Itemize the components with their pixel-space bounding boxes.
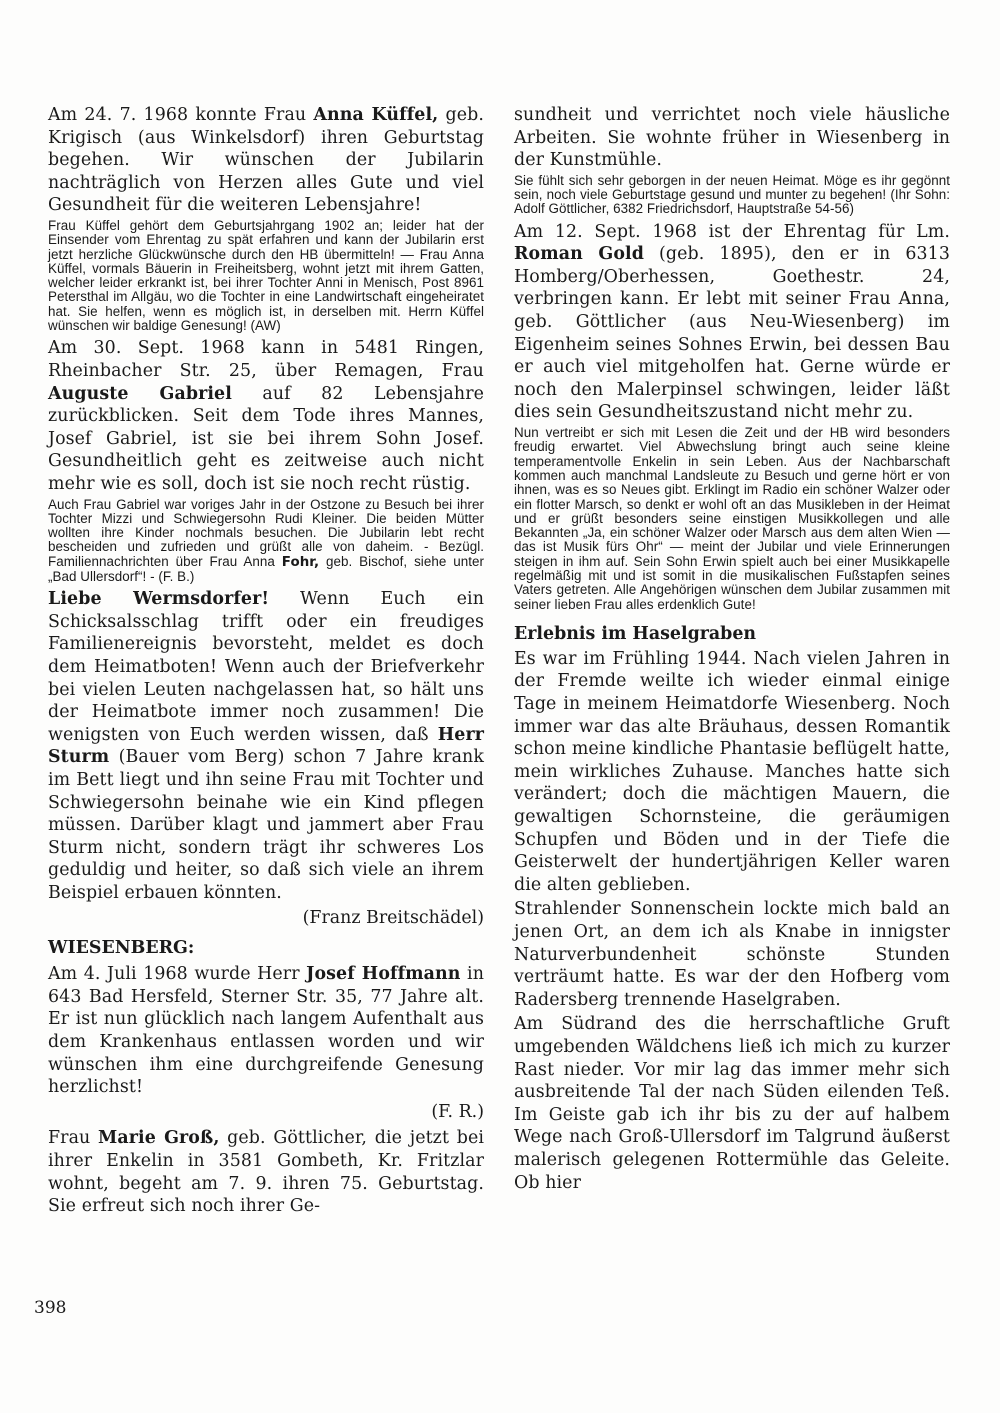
paragraph bbox=[48, 963, 484, 1099]
bold-name: Josef Hoffmann bbox=[306, 964, 461, 985]
paragraph bbox=[48, 1127, 484, 1217]
text-run: (geb. 1895), den er in 6313 Homberg/Oberhessen, Goethestr. 24, verbringen kann. Er lebt mit seiner Frau Anna, geb. Göttlicher (aus Neu-Wiesenberg) im Eigenheim seines Sohnes Erwin, bei dessen Bau er auch viel mitgeholfen hat. Gerne würde er noch den Malerpinsel schwingen, leider läßt dies sein Gesundheitszustand nicht mehr zu. bbox=[514, 244, 950, 423]
paragraph bbox=[514, 104, 950, 172]
text-run: Am 4. Juli 1968 wurde Herr bbox=[48, 964, 307, 985]
text-run: Am 12. Sept. 1968 ist der Ehrentag für Lm. bbox=[514, 221, 950, 242]
article-title: Erlebnis im Haselgraben bbox=[514, 623, 757, 644]
bold-name: Liebe Wermsdorfer! bbox=[48, 589, 270, 610]
signature: (Franz Breitschädel) bbox=[302, 907, 484, 928]
bold-name: Anna Küffel, bbox=[313, 105, 439, 125]
text-run: Wenn Euch ein Schicksalsschlag trifft oder ein freudiges Familienereignis bevorsteht, meldet es doch dem Heimatboten! Wenn auch der Briefverkehr bei vielen Leuten nachgelassen hat, so hält uns der Heimatbote immer noch zusammen! Die wenigsten von Euch werden wissen, daß bbox=[48, 589, 484, 745]
section-heading: WIESENBERG: bbox=[48, 938, 195, 959]
text-run: in 643 Bad Hersfeld, Sterner Str. 35, 77 Jahre alt. Er ist nun glücklich nach langem Aufenthalt aus dem Krankenhaus entlassen worden und wir wünschen ihm eine durchgreifende Genesung herzlichst! bbox=[48, 964, 484, 1098]
paragraph bbox=[514, 898, 950, 1011]
text-run: Es war im Frühling 1944. Nach vielen Jahren in der Fremde weilte ich wieder einmal einige Tage in meinem Heimatdorfe Wiesenberg. Noch immer war das alte Bräuhaus, dessen Romantik schon meine kindliche Phantasie beflügelt hatte, mein wirkliches Zuhause. Manches hatte sich verändert; doch die mächtigen Mauern, die gewaltigen Schornsteine, die geräumigen Schupfen und Böden und in der Tiefe die Geisterwelt der hundertjährigen Keller waren die alten geblieben. bbox=[514, 648, 950, 895]
text-run: Frau Küffel gehört dem Geburtsjahrgang 1902 an; leider hat der Einsender vom Ehrentag zu spät erfahren und kann der Jubilarin erst jetzt herzliche Glückwünsche durch den HB übermitteln! — Frau Anna Küffel, vormals Bäuerin in Freiheitsberg, wohnt jetzt mit ihrem Gatten, welcher leider erkrankt ist, bei ihrer Tochter Anni in Menisch, Post 8961 Petersthal im Allgäu, wo die Tochter in eine Landwirtschaft eingeheiratet hat. Sie helfen, wenn es möglich ist, in derselben mit. Herrn Küffel wünschen wir baldige Genesung! (AW) bbox=[48, 217, 484, 334]
paragraph bbox=[48, 588, 484, 904]
small-print-paragraph bbox=[514, 174, 950, 217]
left-column bbox=[48, 104, 484, 1220]
text-run: Auch Frau Gabriel war voriges Jahr in der Ostzone zu Besuch bei ihrer Tochter Mizzi und Schwiegersohn Rudi Kleiner. Die beiden Mütter wollten ihre Kinder nochmals besuchen. Die Jubilarin lebt recht bescheiden und zufrieden und grüßt alle von daheim. - Bezügl. Familiennachrichten über Frau Anna bbox=[48, 496, 484, 569]
signature: (F. R.) bbox=[431, 1101, 484, 1122]
paragraph bbox=[514, 1013, 950, 1194]
bold-name: Herr Sturm bbox=[48, 724, 484, 768]
paragraph bbox=[48, 337, 484, 495]
right-column bbox=[514, 104, 950, 1196]
text-run: Am Südrand des die herrschaftliche Gruft umgebenden Wäldchens ließ ich mich zu kurzer Rast nieder. Vor mir lag das immer mehr sich ausbreitende Tal der nach Süden eilenden Teß. Im Geiste gab ich ihr bis zu der auf halbem Wege nach Groß-Ullersdorf im Talgrund äußerst malerisch gelegenen Rottermühle das Geleite. Ob hier bbox=[514, 1014, 950, 1193]
small-print-paragraph bbox=[48, 219, 484, 333]
bold-name: Marie Groß, bbox=[98, 1128, 220, 1149]
paragraph bbox=[514, 221, 950, 424]
text-run: auf 82 Lebensjahre zurückblicken. Seit dem Tode ihres Mannes, Josef Gabriel, ist sie bei ihrem Sohn Josef. Gesundheitlich geht es zeitweise auch nicht mehr wie es soll, doch ist sie noch recht rüstig. bbox=[48, 383, 484, 494]
bold-name: Roman Gold bbox=[514, 244, 645, 265]
paragraph bbox=[48, 104, 484, 217]
text-run: geb. Bischof, siehe unter „Bad Ullersdorf“! - (F. B.) bbox=[48, 553, 484, 584]
text-run: geb. Göttlicher, die jetzt bei ihrer Enkelin in 3581 Gombeth, Kr. Fritzlar wohnt, begeht am 7. 9. ihren 75. Geburtstag. Sie erfreut sich noch ihrer Ge- bbox=[48, 1128, 484, 1217]
bold-name: Fohr, bbox=[281, 554, 320, 570]
page-number: 398 bbox=[34, 1298, 67, 1318]
text-run: Strahlender Sonnenschein lockte mich bald an jenen Ort, an dem ich als Knabe in innigster Naturverbundenheit schönste Stunden verträumt hatte. Es war der den Hofberg vom Radersberg trennende Haselgraben. bbox=[514, 899, 950, 1010]
text-run: Sie fühlt sich sehr geborgen in der neuen Heimat. Möge es ihr gegönnt sein, noch viele Geburtstage gesund und munter zu begehen! (Ihr Sohn: Adolf Göttlicher, 6382 Friedrichsdorf, Hauptstraße 54-56) bbox=[514, 172, 950, 217]
paragraph bbox=[514, 648, 950, 897]
text-run: geb. Krigisch (aus Winkelsdorf) ihren Geburtstag begehen. Wir wünschen der Jubilarin nachträglich von Herzen alles Gute und viel Gesundheit für die weiteren Lebensjahre! bbox=[48, 105, 484, 216]
text-run: sundheit und verrichtet noch viele häusliche Arbeiten. Sie wohnte früher in Wiesenberg in der Kunstmühle. bbox=[514, 105, 950, 171]
text-run: (Bauer vom Berg) schon 7 Jahre krank im Bett liegt und ihn seine Frau mit Tochter und Schwiegersohn beinahe wie ein Kind pflegen müssen. Darüber klagt und jammert aber Frau Sturm nicht, sondern trägt ihr schweres Los geduldig und heiter, so daß sich viele an ihrem Beispiel erbauen könnten. bbox=[48, 747, 484, 903]
text-run: Am 30. Sept. 1968 kann in 5481 Ringen, Rheinbacher Str. 25, über Remagen, Frau bbox=[48, 338, 484, 381]
text-run: Nun vertreibt er sich mit Lesen die Zeit und der HB wird besonders freudig erwartet. Viel Abwechslung bringt auch seine kleine temperamentvolle Enkelin in sein Leben. Aus der Nachbarschaft kommen auch manchmal Landsleute zu Besuch und gerne hört er von ihnen, was es so Neues gibt. Erklingt im Radio ein schöner Walzer oder ein flotter Marsch, so denkt er wohl oft an das Musikleben in der Heimat und er grüßt besonders seine einstigen Musikkollegen und alle Bekannten „Ja, ein schöner Walzer oder Marsch aus dem alten Wien — das ist Musik fürs Ohr“ — meint der Jubilar und viele Erinnerungen steigen in ihm auf. Sein Sohn Erwin spielt auch bei einer Musikkapelle regelmäßig mit und ist somit in die musikalischen Fußstapfen seines Vaters getreten. Alle Angehörigen wünschen dem Jubilar zusammen mit seiner lieben Frau alles erdenklich Gute! bbox=[514, 425, 950, 612]
small-print-paragraph bbox=[48, 498, 484, 585]
text-run: Am 24. 7. 1968 konnte Frau bbox=[48, 105, 314, 125]
bold-name: Auguste Gabriel bbox=[48, 383, 232, 404]
text-run: Frau bbox=[48, 1128, 99, 1149]
small-print-paragraph bbox=[514, 426, 950, 612]
